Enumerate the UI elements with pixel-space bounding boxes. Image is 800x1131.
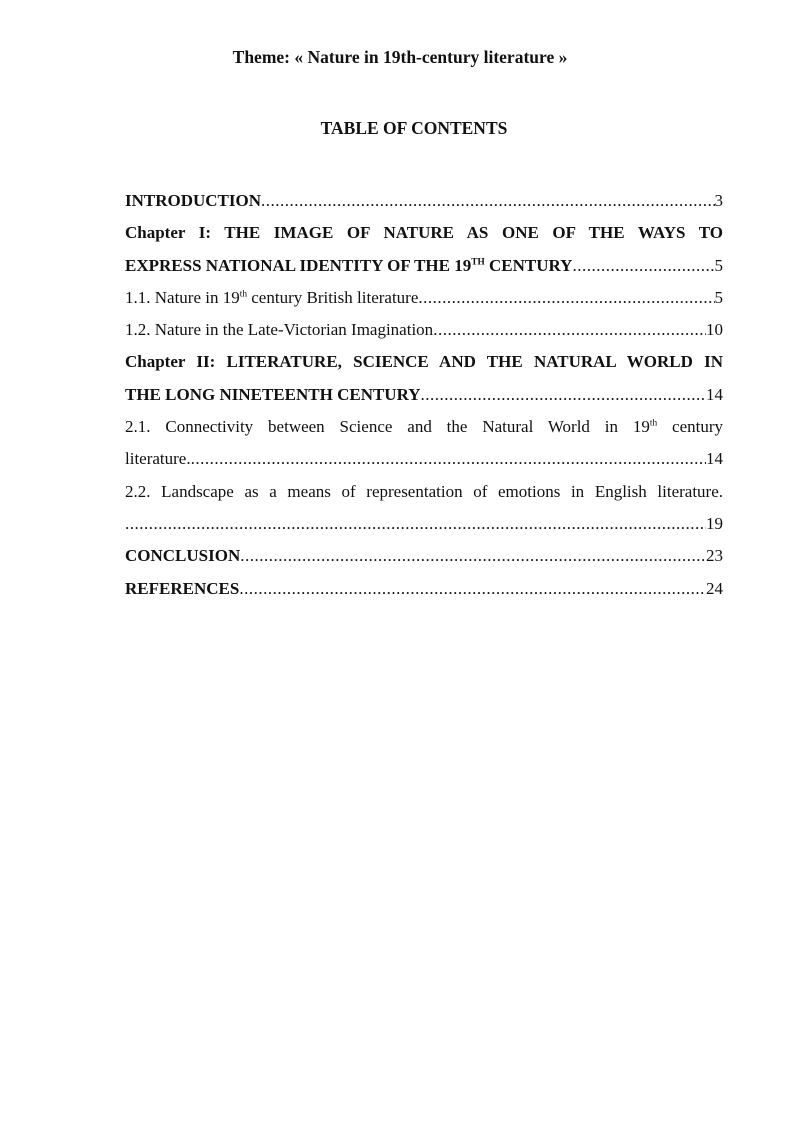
toc-page-number: 19 — [706, 513, 723, 533]
toc-entry-section-1-2[interactable] — [125, 314, 723, 346]
toc-entry-label: Chapter II: LITERATURE, SCIENCE AND THE NATURAL WORLD IN — [125, 352, 723, 372]
toc-heading: TABLE OF CONTENTS — [320, 118, 508, 138]
toc-page-number: 10 — [706, 320, 723, 340]
toc-entry-label: REFERENCES — [125, 578, 240, 598]
toc-entry-label: INTRODUCTION — [125, 191, 262, 210]
toc-entry-section-2-2-line2[interactable] — [125, 508, 723, 540]
dot-leader — [239, 573, 706, 605]
document-theme: Theme: « Nature in 19th-century literature » — [232, 47, 568, 67]
dot-leader — [261, 185, 714, 217]
toc-entry-references[interactable] — [125, 573, 723, 605]
toc-entry-section-1-1[interactable] — [125, 282, 723, 314]
dot-leader — [433, 314, 706, 346]
dot-leader — [125, 508, 706, 540]
toc-page-number: 24 — [706, 578, 723, 598]
toc-entry-label: Chapter I: THE IMAGE OF NATURE AS ONE OF THE WAYS TO — [125, 223, 723, 243]
toc-entry-section-2-1-line2[interactable] — [125, 443, 723, 475]
toc-entry-label: 2.1. Connectivity between Science and the Natural World in 19th century — [125, 417, 723, 437]
toc-entry-label: literature. — [125, 449, 191, 469]
toc-page-number: 3 — [714, 191, 723, 210]
toc-entry-label: THE LONG NINETEENTH CENTURY — [125, 384, 421, 404]
toc-entry-chapter2-line1[interactable] — [125, 346, 723, 378]
toc-page-number: 23 — [706, 546, 723, 566]
toc-entry-chapter2-line2[interactable] — [125, 379, 723, 411]
dot-leader — [240, 540, 706, 572]
dot-leader — [421, 379, 706, 411]
dot-leader — [418, 282, 714, 314]
toc-entry-label: EXPRESS NATIONAL IDENTITY OF THE 19TH CENTURY — [125, 255, 573, 275]
toc-entry-label: 2.2. Landscape as a means of representation of emotions in English literature. — [125, 481, 723, 501]
toc-entry-section-2-1-line1[interactable] — [125, 411, 723, 443]
toc-page-number: 14 — [706, 449, 723, 469]
toc-entry-conclusion[interactable] — [125, 540, 723, 572]
toc-entry-chapter1-line2[interactable] — [125, 250, 723, 282]
dot-leader — [572, 250, 714, 282]
toc-entry-introduction[interactable] — [125, 185, 723, 217]
toc-page-number: 14 — [706, 384, 723, 404]
dot-leader — [191, 443, 706, 475]
toc-page-number: 5 — [714, 287, 723, 307]
toc-entry-label: 1.1. Nature in 19th century British literature — [125, 287, 419, 307]
toc-page-number: 5 — [714, 255, 723, 275]
toc-entry-chapter1-line1[interactable] — [125, 217, 723, 249]
table-of-contents — [125, 185, 723, 605]
toc-entry-section-2-2-line1[interactable] — [125, 476, 723, 508]
toc-entry-label: CONCLUSION — [125, 546, 241, 566]
toc-entry-label: 1.2. Nature in the Late-Victorian Imagination — [125, 320, 434, 340]
